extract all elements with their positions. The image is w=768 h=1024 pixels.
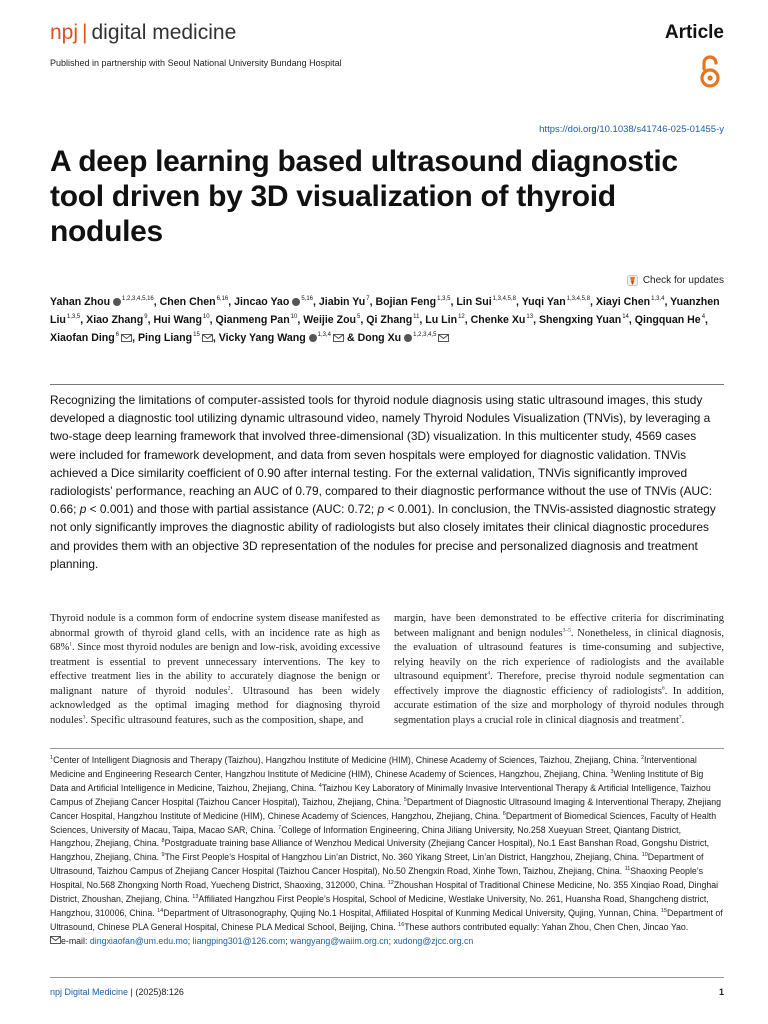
abstract-text: Recognizing the limitations of computer-assisted tools for thyroid nodule diagnosis using static ultrasound images, this study developed a diagnostic tool utilizing dynamic ultrasound video, namely Thyroid Nodules Visualization (TNVis), by leveraging a two-stage deep learning framework that involved three-dimensional (3D) visualization. In this multicenter study, 4569 cases were included for framework development, and data from seven hospitals were employed for diagnostic validation. TNVis achieved a Dice similarity coefficient of 0.90 after internal testing. For the external validation, TNVis significantly improved radiologists’ performance, reaching an AUC of 0.79, compared to their diagnostic performance without the use of TNVis (AUC: 0.66; p < 0.001) and those with partial assistance (AUC: 0.72; p < 0.001). In conclusion, the TNVis-assisted diagnostic strategy not only significantly improves the diagnostic ability of radiologists but also closely imitates their clinical diagnostic procedures and provides them with an objective 3D representation of the nodules for precise and personalized diagnosis and treatment planning. <box>50 393 716 571</box>
affiliation-text: Taizhou Key Laboratory of Minimally Invasive Interventional Therapy & Artificial Intelligence, Taizhou Campus of Zhejiang Cancer Hospital (Taizhou Cancer Hospital), Taizhou, Zhejiang, China. <box>50 782 711 807</box>
affiliation-text: Affiliated Hangzhou First People’s Hospital, School of Medicine, Westlake University, No. 261, Huansha Road, Shangcheng district, Hangzhou, 310006, China. <box>50 894 709 918</box>
author-affiliation-sup: 11 <box>413 314 420 321</box>
author-name[interactable]: Yahan Zhou <box>50 296 111 308</box>
orcid-icon[interactable] <box>404 334 412 342</box>
author-name[interactable]: Yuanzhen Liu <box>50 296 720 326</box>
affiliation-number: 8 <box>161 838 165 845</box>
author-name[interactable]: Jincao Yao <box>234 296 290 308</box>
doi-link[interactable]: https://doi.org/10.1038/s41746-025-01455-y <box>539 124 724 135</box>
email-label: e-mail: <box>61 935 90 946</box>
author-affiliation-sup: 12 <box>458 314 465 321</box>
email-separator: ; <box>187 935 193 946</box>
affiliation-number: 14 <box>157 908 164 915</box>
author-name[interactable]: Xiayi Chen <box>595 296 651 308</box>
partnership-note: Published in partnership with Seoul National University Bundang Hospital <box>50 58 342 68</box>
footer-citation-text: | (2025)8:126 <box>128 987 184 997</box>
author-name[interactable]: Shengxing Yuan <box>538 314 622 326</box>
citation-ref[interactable]: 3–5 <box>562 627 571 633</box>
affiliation-number: 12 <box>387 880 394 887</box>
author-affiliation-sup: 9 <box>144 314 148 321</box>
orcid-icon[interactable] <box>292 298 300 306</box>
article-type-label: Article <box>664 22 724 43</box>
affiliations <box>50 754 724 949</box>
footer-divider <box>50 977 724 978</box>
body-text: . Ultrasound has been widely acknowledged as the optimal imaging method for diagnosing thyroid nodules <box>50 685 380 726</box>
mail-icon[interactable] <box>202 334 213 342</box>
author-name[interactable]: Qingquan He <box>634 314 701 326</box>
email-link[interactable]: dingxiaofan@um.edu.mo <box>89 935 188 946</box>
affiliation-number: 15 <box>660 908 667 915</box>
brand-separator: | <box>82 21 88 44</box>
author-affiliation-sup: 14 <box>622 314 629 321</box>
journal-brand[interactable] <box>50 20 236 46</box>
author-list: Yahan Zhou $^{1,2,3,4,5,16}$, Chen Chen$^{6,16}$, Jincao Yao $^{5,16}$, Jiabin Yu$^7$, Bojian Feng$^{1,3,5}$, Lin Sui$^{1,3,4,5,8}$, Yuqi Yan$^{1,3,4,5,8}$, Xiayi Chen$^{1,3,4}$, Yuanzhen Liu$^{1,3,5}$, Xiao Zhang$^9$, Hui Wang$^{10}$, Qianmeng Pan$^{10}$, Weijie Zou$^5$, Qi Zhang$^{11}$, Lu Lin$^{12}$, Chenke Xu$^{13}$, Shengxing Yuan$^{14}$, Qingquan He$^4$, Xiaofan Ding$^6$ , Ping Liang$^{15}$ , Vicky Yang Wang $^{1,3,4}$ & Dong Xu $^{1,2,3,4,5}$ <box>50 296 720 344</box>
footer-journal-link[interactable]: npj Digital Medicine <box>50 987 129 997</box>
affiliation-text: Shaoxing People’s Hospital, No.568 Zhongxing North Road, Yuecheng District, Shaoxing, 312000, China. <box>50 866 703 891</box>
crossmark-icon <box>627 275 638 286</box>
author-affiliation-sup: 7 <box>366 296 370 303</box>
author-affiliation-sup: 1,3,5 <box>66 314 81 321</box>
affiliation-text: Department of Biomedical Sciences, Faculty of Health Sciences, University of Macau, Taipa, Macao SAR, China. <box>50 810 717 835</box>
mail-icon[interactable] <box>333 334 344 342</box>
affiliation-text: Postgraduate training base Alliance of Wenzhou Medical University (Zhejiang Cancer Hospital), No.1 East Banshan Road, Gongshu District, Hangzhou, Zhejiang, China. <box>50 838 710 863</box>
author-name[interactable]: Xiao Zhang <box>86 314 144 326</box>
author-name[interactable]: Qianmeng Pan <box>215 314 290 326</box>
author-affiliation-sup: 10 <box>202 314 210 321</box>
mail-icon[interactable] <box>438 334 449 342</box>
author-affiliation-sup: 6 <box>115 332 120 339</box>
body-text: Thyroid nodule is a common form of endocrine system disease manifested as abnormal growth of thyroid gland cells, with an incidence rate as high as 68% <box>50 613 380 653</box>
email-line <box>50 936 473 946</box>
email-link[interactable]: xudong@zjcc.org.cn <box>393 935 474 946</box>
author-affiliation-sup: 1,3,4 <box>317 332 332 339</box>
email-separator: ; <box>285 935 291 946</box>
author-name[interactable]: Hui Wang <box>153 314 202 326</box>
affiliation-text: Department of Diagnostic Ultrasound Imaging & Interventional Therapy, Zhejiang Cancer Hospital, Hangzhou Institute of Medicine (HIM), Chinese Academy of Sciences, Hangzhou, Zhejiang, China. <box>50 796 722 821</box>
author-name[interactable]: Weijie Zou <box>303 314 357 326</box>
email-separator: ; <box>388 935 394 946</box>
citation-ref[interactable]: 4 <box>487 670 491 677</box>
author-affiliation-sup: 5 <box>357 314 361 321</box>
affiliation-text: Zhoushan Hospital of Traditional Chinese Medicine, No. 355 Xinqiao Road, Dinghai District, Zhoushan, Zhejiang, China. <box>50 880 719 905</box>
author-affiliation-sup: 6,16 <box>216 296 229 303</box>
body-text: . Therefore, precise thyroid nodule segmentation can effectively improve the diagnostic efficiency of radiologists <box>394 671 724 697</box>
affiliation-text: These authors contributed equally: Yahan Zhou, Chen Chen, Jincao Yao. <box>404 921 689 932</box>
affiliation-text: The First People’s Hospital of Hangzhou Lin’an District, No. 360 Yikang Street, Lin’an District, Hangzhou, Zhejiang, China. <box>164 852 642 863</box>
affiliation-number: 3 <box>610 768 614 775</box>
author-affiliation-sup: 5,16 <box>301 296 313 303</box>
footer-citation <box>50 987 184 997</box>
body-column-right <box>394 612 724 728</box>
author-affiliation-sup: 1,2,3,4,5 <box>413 332 437 339</box>
author-name[interactable]: Bojian Feng <box>375 296 437 308</box>
affiliation-text: Wenling Institute of Big Data and Artificial Intelligence in Medicine, Taizhou, Zhejiang, China. <box>50 768 704 793</box>
check-updates-button[interactable] <box>627 275 724 286</box>
orcid-icon[interactable] <box>113 298 121 306</box>
affiliation-number: 7 <box>278 824 282 831</box>
affiliation-number: 13 <box>192 894 199 901</box>
mail-icon[interactable] <box>121 334 132 342</box>
body-text: . <box>681 714 685 726</box>
email-link[interactable]: liangping301@126.com <box>192 935 286 946</box>
author-name[interactable]: Chen Chen <box>159 296 216 308</box>
author-affiliation-sup: 4 <box>701 314 706 321</box>
author-name[interactable]: Lu Lin <box>425 314 458 326</box>
citation-ref[interactable]: 2 <box>227 685 231 691</box>
affiliation-number: 11 <box>624 866 631 873</box>
author-name[interactable]: Qi Zhang <box>366 314 413 326</box>
author-name[interactable]: Ping Liang <box>137 332 193 344</box>
affiliation-number: 1 <box>50 755 54 762</box>
affiliation-number: 6 <box>502 810 506 817</box>
affiliation-text: Department of Ultrasound, Taizhou Campus of Zhejiang Cancer Hospital (Taizhou Cancer Hospital), No.50 Zhengxin Road, Xinhe Town, Taizhou, Zhejiang, China. <box>50 852 704 877</box>
body-text: . In addition, accurate estimation of the size and morphology of thyroid nodules through segmentation plays a crucial role in clinical diagnosis and treatment <box>394 685 724 726</box>
author-affiliation-sup: 1,3,5 <box>437 296 451 303</box>
affiliation-text: College of Information Engineering, China Jiliang University, No.258 Xueyuan Street, Qiantang District, Hangzhou, Zhejiang, China. <box>50 824 682 849</box>
author-affiliation-sup: 1,3,4,5,8 <box>492 296 516 303</box>
author-name[interactable]: Jiabin Yu <box>318 296 366 308</box>
affiliation-number: 9 <box>161 852 165 859</box>
body-text: . Since most thyroid nodules are benign and low-risk, avoiding excessive treatment is essential to prevent unnecessary interventions. The key to effective treatment lies in the ability to accurately diagnose the benign or malignant nature of thyroid nodules <box>50 642 380 697</box>
mail-icon <box>50 936 61 944</box>
affiliation-text: Department of Ultrasound, Chinese PLA General Hospital, Chinese PLA Medical School, Beijing, China. <box>50 907 723 932</box>
author-affiliation-sup: 1,3,4,5,8 <box>566 296 591 303</box>
affiliation-number: 2 <box>640 755 645 762</box>
citation-ref[interactable]: 3 <box>82 714 86 720</box>
affiliation-number: 16 <box>398 921 405 928</box>
affiliations-divider <box>50 748 724 749</box>
author-affiliation-sup: 10 <box>290 314 298 321</box>
author-name[interactable]: Xiaofan Ding <box>50 332 115 344</box>
author-affiliation-sup: 1,2,3,4,5,16 <box>122 296 154 303</box>
open-access-lock-icon[interactable] <box>698 55 722 89</box>
citation-ref[interactable]: 6 <box>661 685 665 691</box>
affiliation-number: 10 <box>641 852 648 859</box>
author-affiliation-sup: 15 <box>193 332 200 339</box>
affiliation-number: 4 <box>318 782 322 789</box>
author-name[interactable]: Dong Xu <box>357 332 402 344</box>
body-text: . Nonetheless, in clinical diagnosis, the evaluation of ultrasound features is time-consuming and subjective, relying heavily on the rich experience of radiologists and the available ultrasound equipment <box>394 627 724 682</box>
orcid-icon[interactable] <box>309 334 317 342</box>
abstract-divider <box>50 384 724 385</box>
brand-npj: npj <box>50 21 79 44</box>
author-name[interactable]: Yuqi Yan <box>521 296 566 308</box>
author-name[interactable]: Lin Sui <box>456 296 492 308</box>
article-title: A deep learning based ultrasound diagnostic tool driven by 3D visualization of thyroid nodules <box>50 145 678 248</box>
citation-ref[interactable]: 7 <box>678 714 682 720</box>
author-name[interactable]: Vicky Yang Wang <box>218 332 306 344</box>
body-column-left <box>50 612 380 728</box>
brand-journal-name: digital medicine <box>91 21 237 44</box>
affiliation-text: Department of Ultrasonography, Qujing No.1 Hospital, Affiliated Hospital of Kunming Medical University, Qujing, Yunnan, China. <box>163 907 661 918</box>
citation-ref[interactable]: 1 <box>69 641 72 648</box>
author-affiliation-sup: 13 <box>526 314 534 321</box>
email-link[interactable]: wangyang@waiim.org.cn <box>290 935 389 946</box>
affiliation-text: Interventional Medicine and Engineering Research Center, Hangzhou Institute of Medicine (HIM), Chinese Academy of Sciences, Hangzhou, Zhejiang, China. <box>50 755 697 779</box>
affiliation-text: Center of Intelligent Diagnosis and Therapy (Taizhou), Hangzhou Institute of Medicine (HIM), Chinese Academy of Sciences, Taizhou, Zhejiang, China. <box>53 755 641 765</box>
author-affiliation-sup: 1,3,4 <box>651 296 665 303</box>
check-updates-label: Check for updates <box>642 275 724 286</box>
affiliation-number: 5 <box>403 796 407 803</box>
author-name[interactable]: Chenke Xu <box>470 314 526 326</box>
body-text: . Specific ultrasound features, such as the composition, shape, and <box>85 714 364 726</box>
page-number: 1 <box>718 987 724 997</box>
body-text: margin, have been demonstrated to be effective criteria for discriminating between malignant and benign nodules <box>394 613 724 639</box>
